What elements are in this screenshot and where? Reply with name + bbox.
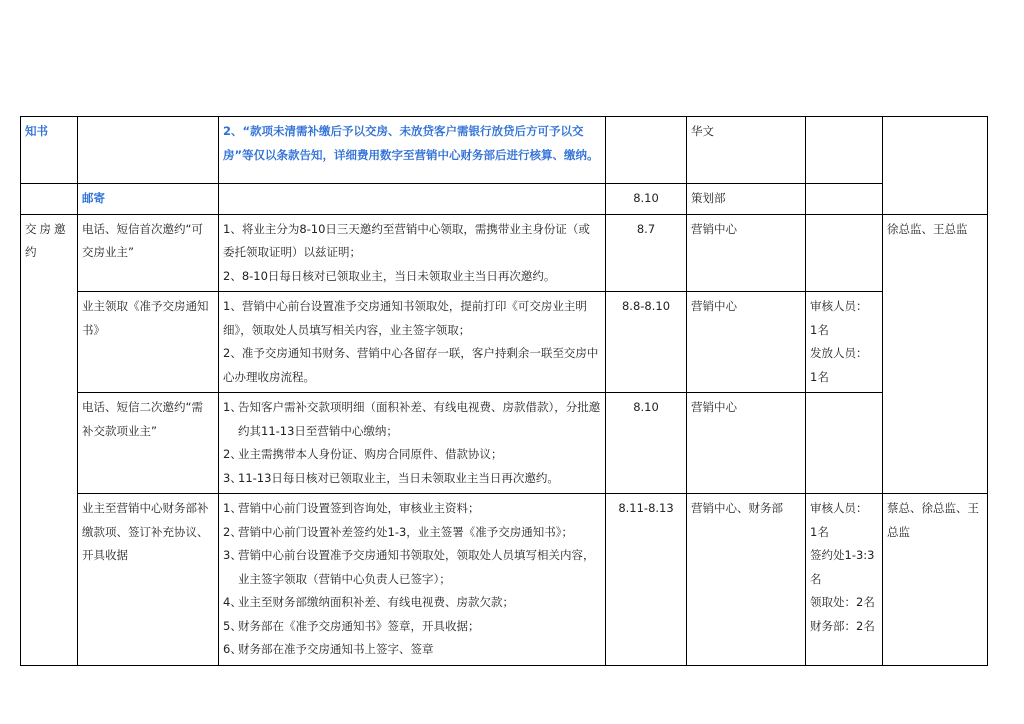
date-cell [606, 117, 687, 184]
staff-cell [806, 184, 883, 215]
date-cell: 8.10 [606, 184, 687, 215]
staff-line: 财务部：2名 [810, 618, 875, 633]
staff-line: 审核人员： [810, 501, 868, 515]
content-cell [219, 393, 606, 494]
staff-cell [806, 393, 883, 494]
date-cell: 8.11-8.13 [606, 494, 687, 666]
staff-line: 1名 [810, 369, 829, 384]
staff-cell [806, 494, 883, 666]
content-line: 2、业主需携带本人身份证、购房合同原件、借款协议； [223, 447, 503, 461]
phase-cell [21, 184, 78, 215]
staff-line: 1名 [810, 322, 829, 337]
table-row [21, 184, 988, 215]
content-cell [219, 292, 606, 393]
content-cell: 2、“款项未清需补缴后予以交房、未放贷客户需银行放贷后方可予以交房”等仅以条款告知，详细费用数字至营销中心财务部后进行核算、缴纳。 [219, 117, 606, 184]
item-cell: 电话、短信二次邀约“需补交款项业主” [78, 393, 219, 494]
item-cell: 电话、短信首次邀约“可交房业主” [78, 214, 219, 292]
content-line: 3、11-13日每日核对已领取业主，当日未领取业主当日再次邀约。 [223, 470, 559, 485]
table-row [21, 292, 988, 393]
table-row [21, 494, 988, 666]
table-row [21, 393, 988, 494]
phase-cell: 交房邀约 [21, 214, 78, 665]
dept-cell: 营销中心、财务部 [687, 494, 806, 666]
dept-cell: 营销中心 [687, 292, 806, 393]
schedule-table [20, 116, 988, 666]
content-cell [219, 214, 606, 292]
content-line: 5、财务部在《准予交房通知书》签章，开具收据； [223, 618, 480, 633]
dept-cell: 营销中心 [687, 214, 806, 292]
content-line: 2、营销中心前门设置补差签约处1-3，业主签署《准予交房通知书》； [223, 524, 574, 539]
dept-cell: 策划部 [687, 184, 806, 215]
item-cell [78, 117, 219, 184]
staff-line: 审核人员： [810, 299, 868, 313]
content-line: 1、告知客户需补交款项明细（面积补差、有线电视费、房款借款），分批邀约其11-13日至营销中心缴纳； [223, 400, 601, 438]
staff-line: 发放人员： [810, 346, 868, 360]
content-line: 4、业主至财务部缴纳面积补差、有线电视费、房款欠款； [223, 595, 514, 609]
staff-line: 1名 [810, 524, 829, 539]
date-cell: 8.8-8.10 [606, 292, 687, 393]
content-line: 2、准予交房通知书财务、营销中心各留存一联，客户持剩余一联至交房中心办理收房流程。 [223, 346, 599, 384]
date-cell: 8.7 [606, 214, 687, 292]
content-line: 1、将业主分为8-10日三天邀约至营销中心领取，需携带业主身份证（或委托领取证明）以兹证明； [223, 221, 590, 259]
contact-cell: 蔡总、徐总监、王总监 [883, 494, 988, 666]
phase-cell: 知书 [21, 117, 78, 184]
content-line: 3、营销中心前台设置准予交房通知书领取处，领取处人员填写相关内容，业主签字领取（营销中心负责人已签字）； [223, 548, 595, 586]
item-cell: 业主至营销中心财务部补缴款项、签订补充协议、开具收据 [78, 494, 219, 666]
date-cell: 8.10 [606, 393, 687, 494]
staff-cell [806, 292, 883, 393]
dept-cell: 营销中心 [687, 393, 806, 494]
content-line: 6、财务部在准予交房通知书上签字、签章 [223, 642, 434, 656]
staff-cell [806, 117, 883, 184]
table-row [21, 214, 988, 292]
staff-cell [806, 214, 883, 292]
content-line: 1、营销中心前门设置签到咨询处，审核业主资料； [223, 501, 480, 515]
dept-cell: 华文 [687, 117, 806, 184]
table-row [21, 117, 988, 184]
staff-line: 领取处：2名 [810, 595, 875, 609]
content-cell [219, 494, 606, 666]
staff-line: 签约处1-3:3名 [810, 548, 875, 586]
content-line: 1、营销中心前台设置准予交房通知书领取处，提前打印《可交房业主明细》，领取处人员填写相关内容，业主签字领取； [223, 299, 587, 337]
content-cell [219, 184, 606, 215]
contact-cell [883, 117, 988, 215]
content-line: 2、8-10日每日核对已领取业主，当日未领取业主当日再次邀约。 [223, 268, 556, 283]
item-cell: 业主领取《准予交房通知书》 [78, 292, 219, 393]
item-cell: 邮寄 [78, 184, 219, 215]
contact-cell: 徐总监、王总监 [883, 214, 988, 494]
